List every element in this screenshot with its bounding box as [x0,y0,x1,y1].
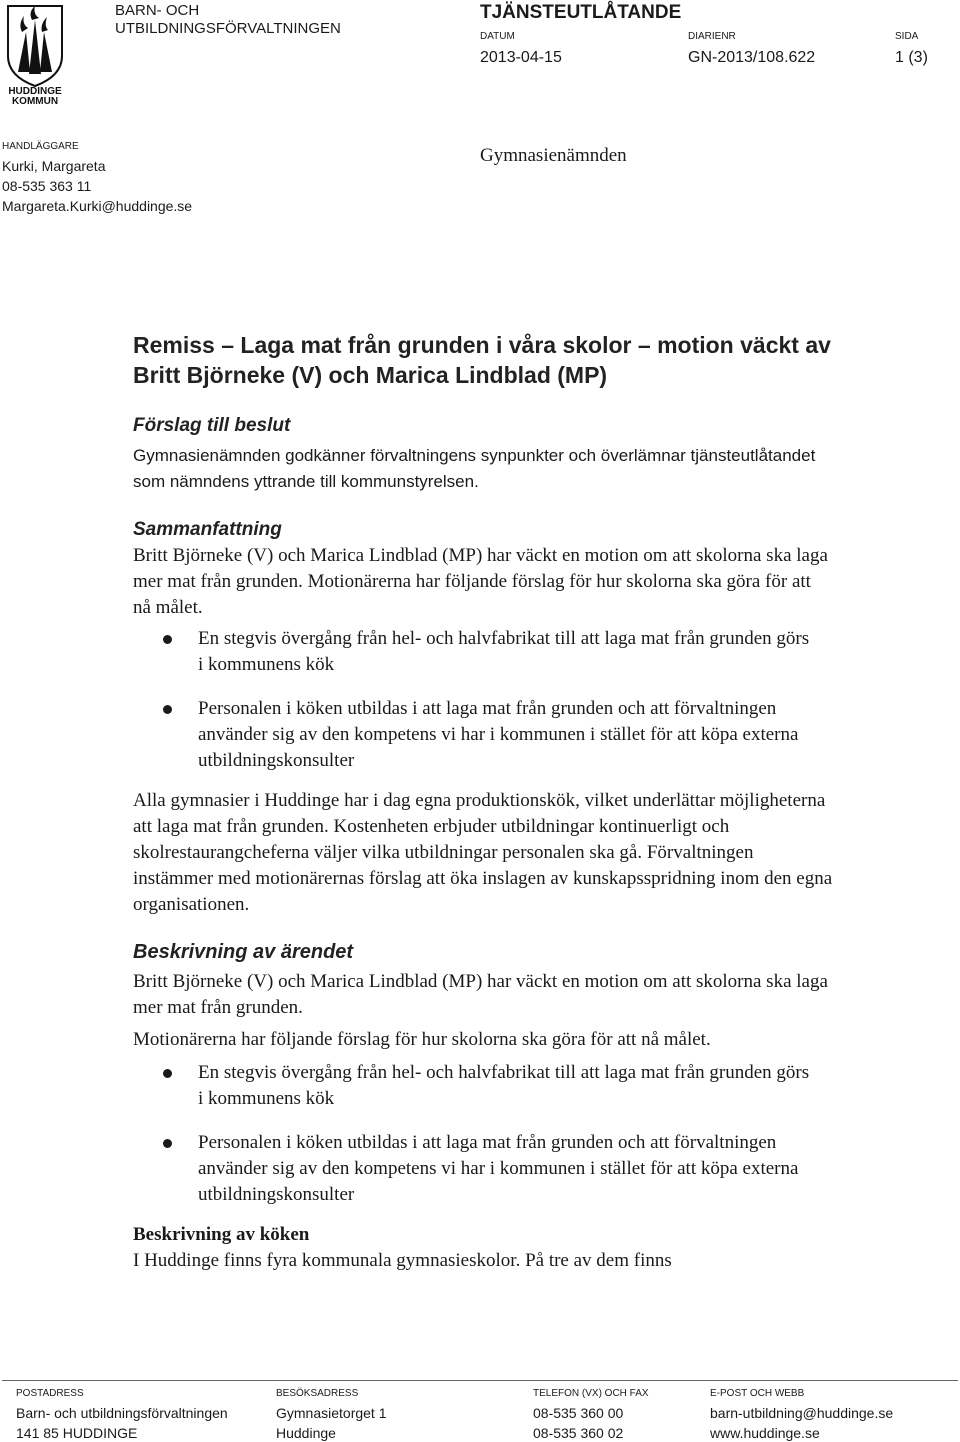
footer-phone-label: TELEFON (VX) OCH FAX [533,1388,649,1399]
list-item [133,1060,813,1112]
footer-divider [2,1380,958,1381]
bullet-icon [163,705,172,714]
list-item [133,626,813,678]
page-value: 1 (3) [895,49,928,66]
footer-visit-line2: Huddinge [276,1425,336,1441]
diary-number-label: DIARIENR [688,31,736,42]
recipient: Gymnasienämnden [480,145,627,166]
footer-postal-label: POSTADRESS [16,1388,84,1399]
footer-web-label: E-POST OCH WEBB [710,1388,805,1399]
document-title: Remiss – Laga mat från grunden i våra skolor – motion väckt av Britt Björneke (V) och Marica Lindblad (MP) [133,332,831,388]
page-label: SIDA [895,31,919,42]
proposal-text: Gymnasienämnden godkänner förvaltningens synpunkter och överlämnar tjänsteutlåtandet som nämndens yttrande till kommunstyrelsen. [133,446,816,491]
summary-paragraph: Britt Björneke (V) och Marica Lindblad (MP) har väckt en motion om att skolorna ska laga mer mat från grunden. Motionärerna har följande förslag för hur skolorna ska göra för att nå målet. [133,545,828,618]
footer-visit-label: BESÖKSADRESS [276,1388,359,1399]
description-paragraph: Britt Björneke (V) och Marica Lindblad (MP) har väckt en motion om att skolorna ska laga mer mat från grunden. [133,971,828,1018]
date-label: DATUM [480,31,515,42]
footer-visit-line1: Gymnasietorget 1 [276,1405,387,1421]
description-heading: Beskrivning av ärendet [133,941,354,963]
handler-email: Margareta.Kurki@huddinge.se [2,198,193,214]
footer-phone-line1: 08-535 360 00 [533,1405,624,1421]
proposal-heading: Förslag till beslut [133,415,291,436]
huddinge-coat-of-arms-icon [2,2,68,106]
municipality-logo [2,2,68,106]
svg-text:KOMMUN: KOMMUN [11,96,59,106]
list-item [133,1130,813,1208]
date-value: 2013-04-15 [480,49,562,66]
summary-heading: Sammanfattning [133,519,282,540]
list-item-text: En stegvis övergång från hel- och halvfabrikat till att laga mat från grunden görs i kommunens kök [198,1062,810,1109]
footer-website-link[interactable]: www.huddinge.se [710,1425,820,1441]
bullet-icon [163,635,172,644]
document-type: TJÄNSTEUTLÅTANDE [480,2,682,23]
handler-phone: 08-535 363 11 [2,178,92,194]
list-item-text: Personalen i köken utbildas i att laga mat från grunden och att förvaltningen använder sig av den kompetens vi har i kommunen i stället för att köpa externa utbildningskonsulter [198,698,799,771]
summary-paragraph-2: Alla gymnasier i Huddinge har i dag egna produktionskök, vilket underlättar möjligheterna att laga mat från grunden. Kostenheten erbjuder utbildningar kontinuerligt och skolrestaurangcheferna väljer vilka utbildningar personalen ska gå. Förvaltningen instämmer med motionärernas förslag att öka inslagen av kunskapsspridning inom den egna organisationen. [133,790,833,915]
footer-postal-line1: Barn- och utbildningsförvaltningen [16,1405,228,1421]
svg-text:HUDDINGE: HUDDINGE [8,86,62,97]
kitchens-heading: Beskrivning av köken [133,1224,310,1245]
footer-email-link[interactable]: barn-utbildning@huddinge.se [710,1405,894,1421]
description-paragraph-2: Motionärerna har följande förslag för hur skolorna ska göra för att nå målet. [133,1029,711,1050]
kitchens-text: I Huddinge finns fyra kommunala gymnasieskolor. På tre av dem finns [133,1250,672,1271]
list-item-text: En stegvis övergång från hel- och halvfabrikat till att laga mat från grunden görs i kommunens kök [198,628,810,675]
list-item [133,696,813,774]
list-item-text: Personalen i köken utbildas i att laga mat från grunden och att förvaltningen använder sig av den kompetens vi har i kommunen i stället för att köpa externa utbildningskonsulter [198,1132,799,1205]
organization-name: BARN- OCH UTBILDNINGSFÖRVALTNINGEN [115,2,341,37]
bullet-icon [163,1069,172,1078]
handler-label: HANDLÄGGARE [2,141,79,152]
diary-number-value: GN-2013/108.622 [688,49,816,66]
footer-phone-line2: 08-535 360 02 [533,1425,624,1441]
summary-bullet-list [133,626,813,792]
bullet-icon [163,1139,172,1148]
description-bullet-list [133,1060,813,1226]
footer-postal-line2: 141 85 HUDDINGE [16,1425,138,1441]
handler-name: Kurki, Margareta [2,158,106,174]
